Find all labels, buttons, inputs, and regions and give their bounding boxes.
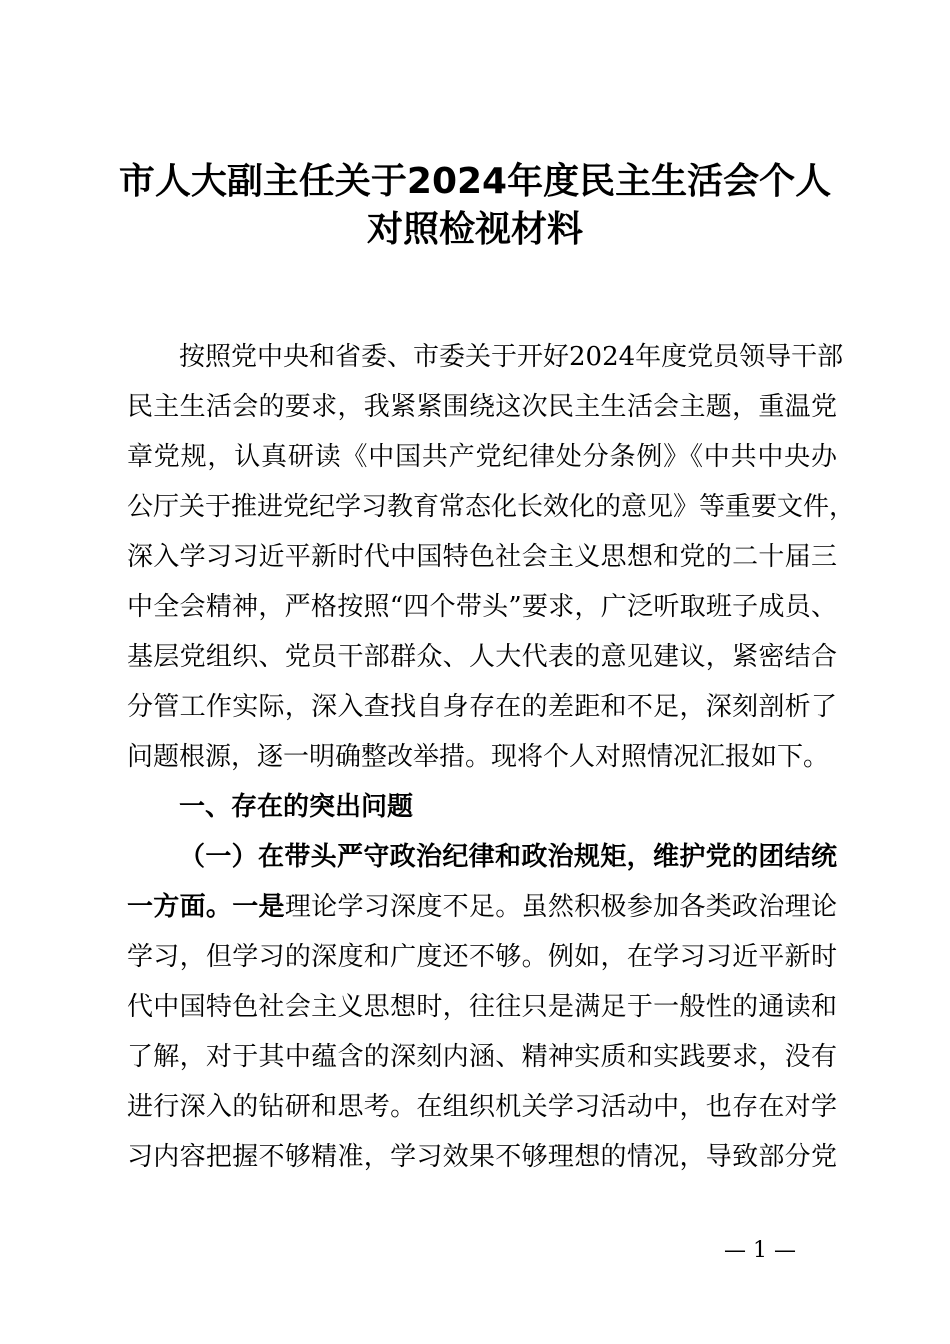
intro-paragraph-line: 分管工作实际，深入查找自身存在的差距和不足，深刻剖析了: [127, 692, 837, 722]
subsection-heading-continuation: [127, 882, 837, 932]
intro-paragraph-line: 中全会精神，严格按照“四个带头”要求，广泛听取班子成员、: [127, 592, 837, 622]
subsection-heading: （一）在带头严守政治纪律和政治规矩，维护党的团结统: [179, 842, 837, 872]
page-number: — 1 —: [724, 1238, 796, 1263]
subsection-paragraph-line: 代中国特色社会主义思想时，往往只是满足于一般性的通读和: [127, 992, 837, 1022]
subsection-paragraph-line: 习内容把握不够精准，学习效果不够理想的情况，导致部分党: [127, 1142, 837, 1172]
document-title-line-1: 市人大副主任关于2024年度民主生活会个人: [118, 161, 832, 202]
subsection-paragraph-line: 学习，但学习的深度和广度还不够。例如，在学习习近平新时: [127, 942, 837, 972]
subsection-paragraph-line: 了解，对于其中蕴含的深刻内涵、精神实质和实践要求，没有: [127, 1042, 837, 1072]
intro-paragraph-line: 基层党组织、党员干部群众、人大代表的意见建议，紧密结合: [127, 642, 837, 672]
intro-paragraph-line: 章党规，认真研读《中国共产党纪律处分条例》《中共中央办: [127, 442, 837, 472]
intro-paragraph-line: 民主生活会的要求，我紧紧围绕这次民主生活会主题，重温党: [127, 392, 837, 422]
intro-paragraph-line: 公厅关于推进党纪学习教育常态化长效化的意见》等重要文件，: [127, 492, 856, 522]
subsection-paragraph-line: 进行深入的钻研和思考。在组织机关学习活动中，也存在对学: [127, 1092, 837, 1122]
document-body: [127, 332, 856, 1182]
intro-paragraph-line: 问题根源，逐一明确整改举措。现将个人对照情况汇报如下。: [127, 742, 830, 772]
subsection-heading-text: 理论学习深度不足。虽然积极参加各类政治理论: [284, 892, 837, 922]
intro-paragraph-line: 按照党中央和省委、市委关于开好2024年度党员领导干部: [179, 342, 844, 372]
subsection-heading-bold: 一方面。一是: [127, 892, 285, 922]
document-title-line-2: 对照检视材料: [366, 209, 583, 250]
intro-paragraph-line: 深入学习习近平新时代中国特色社会主义思想和党的二十届三: [127, 542, 837, 572]
section-heading: 一、存在的突出问题: [179, 792, 414, 822]
